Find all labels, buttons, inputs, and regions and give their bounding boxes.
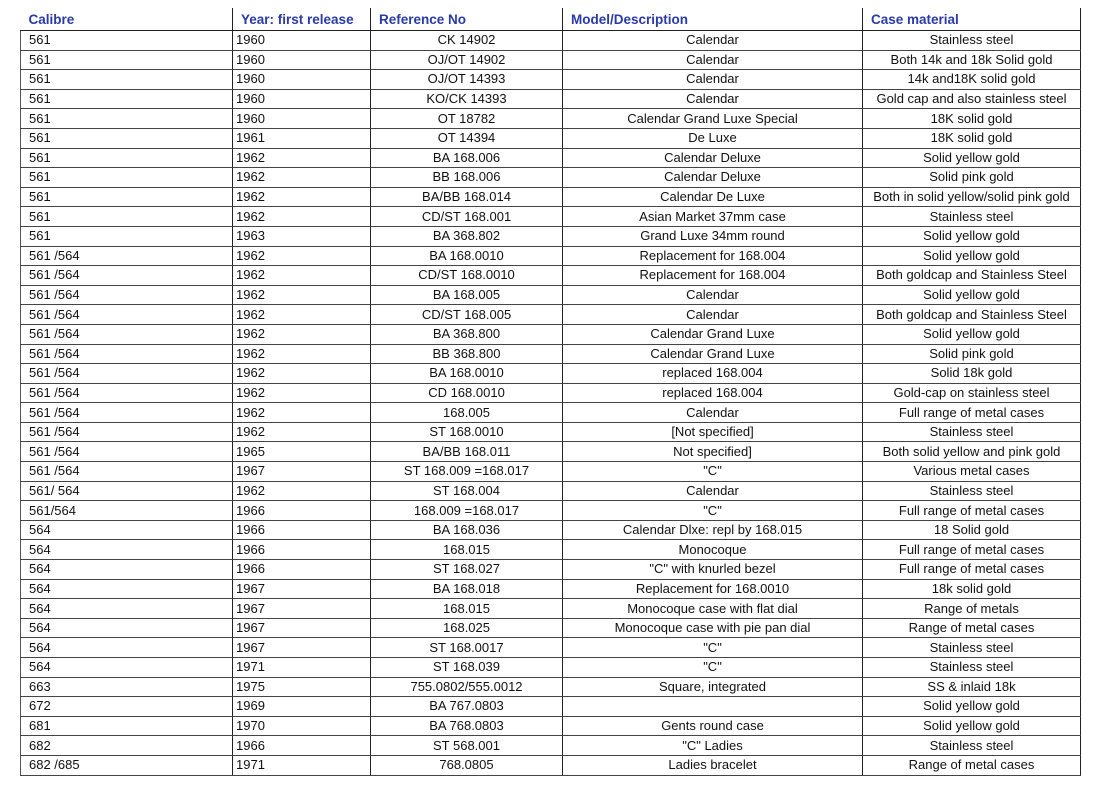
cell-calibre[interactable]: 561 /564	[21, 344, 233, 364]
cell-model[interactable]: Ladies bracelet	[563, 755, 863, 775]
cell-year[interactable]: 1971	[233, 658, 371, 678]
table-row	[21, 638, 1081, 658]
header-calibre[interactable]: Calibre	[21, 8, 233, 31]
cell-year[interactable]: 1967	[233, 462, 371, 482]
cell-year[interactable]: 1969	[233, 697, 371, 717]
cell-material[interactable]: Solid yellow gold	[863, 226, 1081, 246]
cell-model[interactable]: Not specified]	[563, 442, 863, 462]
cell-calibre[interactable]: 561	[21, 109, 233, 129]
cell-year[interactable]: 1962	[233, 207, 371, 227]
cell-material[interactable]: Both solid yellow and pink gold	[863, 442, 1081, 462]
table-row	[21, 697, 1081, 717]
cell-calibre[interactable]: 564	[21, 540, 233, 560]
cell-material[interactable]: Full range of metal cases	[863, 501, 1081, 521]
cell-year[interactable]: 1966	[233, 560, 371, 580]
cell-material[interactable]: Solid yellow gold	[863, 148, 1081, 168]
cell-material[interactable]: Both in solid yellow/solid pink gold	[863, 187, 1081, 207]
cell-year[interactable]: 1962	[233, 168, 371, 188]
cell-year[interactable]: 1967	[233, 638, 371, 658]
cell-calibre[interactable]: 561 /564	[21, 422, 233, 442]
cell-material[interactable]: Stainless steel	[863, 422, 1081, 442]
cell-model[interactable]: Calendar Dlxe: repl by 168.015	[563, 520, 863, 540]
cell-year[interactable]: 1962	[233, 383, 371, 403]
cell-model[interactable]: Monocoque case with flat dial	[563, 599, 863, 619]
cell-reference[interactable]: ST 568.001	[371, 736, 563, 756]
cell-reference[interactable]: BA 368.800	[371, 324, 563, 344]
cell-material[interactable]: SS & inlaid 18k	[863, 677, 1081, 697]
cell-reference[interactable]: ST 168.009 =168.017	[371, 462, 563, 482]
cell-model[interactable]: Calendar De Luxe	[563, 187, 863, 207]
cell-material[interactable]: Gold-cap on stainless steel	[863, 383, 1081, 403]
cell-reference[interactable]: BA 168.036	[371, 520, 563, 540]
cell-calibre[interactable]: 682	[21, 736, 233, 756]
cell-material[interactable]: Solid 18k gold	[863, 364, 1081, 384]
cell-model[interactable]: Grand Luxe 34mm round	[563, 226, 863, 246]
cell-reference[interactable]: BA 368.802	[371, 226, 563, 246]
cell-reference[interactable]: BA 168.006	[371, 148, 563, 168]
cell-material[interactable]: Solid yellow gold	[863, 697, 1081, 717]
cell-material[interactable]: Stainless steel	[863, 481, 1081, 501]
table-row	[21, 618, 1081, 638]
cell-model[interactable]: "C"	[563, 462, 863, 482]
cell-year[interactable]: 1960	[233, 31, 371, 51]
cell-model[interactable]: Gents round case	[563, 716, 863, 736]
cell-model[interactable]: Calendar	[563, 403, 863, 423]
table-row	[21, 677, 1081, 697]
watch-table	[20, 8, 1081, 776]
table-row	[21, 31, 1081, 51]
cell-material[interactable]: Range of metals	[863, 599, 1081, 619]
cell-calibre[interactable]: 561 /564	[21, 246, 233, 266]
table-row	[21, 422, 1081, 442]
cell-calibre[interactable]: 561	[21, 168, 233, 188]
cell-material[interactable]: Solid yellow gold	[863, 285, 1081, 305]
cell-calibre[interactable]: 561 /564	[21, 364, 233, 384]
cell-material[interactable]: Stainless steel	[863, 658, 1081, 678]
cell-calibre[interactable]: 561 /564	[21, 285, 233, 305]
cell-reference[interactable]: BA/BB 168.011	[371, 442, 563, 462]
cell-material[interactable]: Solid yellow gold	[863, 716, 1081, 736]
cell-reference[interactable]: BA 168.018	[371, 579, 563, 599]
cell-reference[interactable]: 168.015	[371, 599, 563, 619]
cell-year[interactable]: 1970	[233, 716, 371, 736]
cell-calibre[interactable]: 561/564	[21, 501, 233, 521]
cell-reference[interactable]: CK 14902	[371, 31, 563, 51]
cell-reference[interactable]: 168.015	[371, 540, 563, 560]
table-row	[21, 148, 1081, 168]
cell-material[interactable]: Full range of metal cases	[863, 403, 1081, 423]
cell-calibre[interactable]: 564	[21, 560, 233, 580]
cell-year[interactable]: 1966	[233, 736, 371, 756]
cell-year[interactable]: 1967	[233, 599, 371, 619]
cell-reference[interactable]: KO/CK 14393	[371, 89, 563, 109]
cell-material[interactable]: 18K solid gold	[863, 128, 1081, 148]
cell-calibre[interactable]: 561	[21, 128, 233, 148]
cell-calibre[interactable]: 564	[21, 579, 233, 599]
table-row	[21, 109, 1081, 129]
cell-material[interactable]: Range of metal cases	[863, 755, 1081, 775]
table-row	[21, 128, 1081, 148]
cell-year[interactable]: 1962	[233, 324, 371, 344]
cell-year[interactable]: 1962	[233, 285, 371, 305]
cell-material[interactable]: Solid pink gold	[863, 168, 1081, 188]
table-row	[21, 579, 1081, 599]
cell-model[interactable]: Calendar	[563, 481, 863, 501]
cell-calibre[interactable]: 561/ 564	[21, 481, 233, 501]
cell-calibre[interactable]: 561 /564	[21, 324, 233, 344]
cell-model[interactable]: Calendar Deluxe	[563, 148, 863, 168]
cell-material[interactable]: 18 Solid gold	[863, 520, 1081, 540]
cell-year[interactable]: 1961	[233, 128, 371, 148]
cell-reference[interactable]: 768.0805	[371, 755, 563, 775]
cell-year[interactable]: 1975	[233, 677, 371, 697]
cell-year[interactable]: 1962	[233, 266, 371, 286]
cell-material[interactable]: Stainless steel	[863, 31, 1081, 51]
cell-calibre[interactable]: 561 /564	[21, 383, 233, 403]
cell-material[interactable]: 18K solid gold	[863, 109, 1081, 129]
cell-reference[interactable]: 168.005	[371, 403, 563, 423]
table-row	[21, 266, 1081, 286]
cell-reference[interactable]: OT 18782	[371, 109, 563, 129]
table-row	[21, 364, 1081, 384]
cell-model[interactable]: Calendar Grand Luxe	[563, 344, 863, 364]
cell-reference[interactable]: BA 768.0803	[371, 716, 563, 736]
cell-reference[interactable]: BA 767.0803	[371, 697, 563, 717]
cell-year[interactable]: 1965	[233, 442, 371, 462]
table-body	[21, 31, 1081, 776]
cell-year[interactable]: 1966	[233, 520, 371, 540]
cell-reference[interactable]: BB 368.800	[371, 344, 563, 364]
table-row	[21, 540, 1081, 560]
cell-calibre[interactable]: 561	[21, 148, 233, 168]
cell-calibre[interactable]: 561 /564	[21, 462, 233, 482]
cell-year[interactable]: 1967	[233, 618, 371, 638]
cell-reference[interactable]: CD/ST 168.005	[371, 305, 563, 325]
cell-model[interactable]: Calendar Grand Luxe Special	[563, 109, 863, 129]
table-row	[21, 520, 1081, 540]
cell-calibre[interactable]: 561	[21, 50, 233, 70]
cell-year[interactable]: 1962	[233, 403, 371, 423]
cell-material[interactable]: 14k and18K solid gold	[863, 70, 1081, 90]
cell-model[interactable]: Calendar	[563, 305, 863, 325]
cell-calibre[interactable]: 561	[21, 187, 233, 207]
cell-year[interactable]: 1960	[233, 50, 371, 70]
table-row	[21, 70, 1081, 90]
spreadsheet	[20, 8, 1080, 776]
cell-material[interactable]: Both goldcap and Stainless Steel	[863, 266, 1081, 286]
cell-model[interactable]: "C"	[563, 658, 863, 678]
cell-calibre[interactable]: 561	[21, 207, 233, 227]
cell-calibre[interactable]: 561 /564	[21, 403, 233, 423]
cell-calibre[interactable]: 561 /564	[21, 442, 233, 462]
cell-reference[interactable]: CD/ST 168.0010	[371, 266, 563, 286]
cell-year[interactable]: 1971	[233, 755, 371, 775]
table-row	[21, 187, 1081, 207]
cell-model[interactable]: Calendar Grand Luxe	[563, 324, 863, 344]
cell-year[interactable]: 1966	[233, 540, 371, 560]
cell-year[interactable]: 1962	[233, 148, 371, 168]
cell-year[interactable]: 1962	[233, 422, 371, 442]
cell-reference[interactable]: BA 168.0010	[371, 364, 563, 384]
cell-model[interactable]: Calendar	[563, 285, 863, 305]
cell-calibre[interactable]: 561	[21, 31, 233, 51]
header-material[interactable]: Case material	[863, 8, 1081, 31]
cell-year[interactable]: 1962	[233, 481, 371, 501]
table-row	[21, 305, 1081, 325]
table-row	[21, 462, 1081, 482]
cell-year[interactable]: 1963	[233, 226, 371, 246]
table-row	[21, 324, 1081, 344]
cell-material[interactable]: Range of metal cases	[863, 618, 1081, 638]
table-row	[21, 344, 1081, 364]
cell-model[interactable]: Calendar	[563, 50, 863, 70]
cell-model[interactable]: "C" Ladies	[563, 736, 863, 756]
cell-year[interactable]: 1962	[233, 344, 371, 364]
cell-reference[interactable]: ST 168.0010	[371, 422, 563, 442]
cell-material[interactable]: Gold cap and also stainless steel	[863, 89, 1081, 109]
table-row	[21, 168, 1081, 188]
cell-reference[interactable]: ST 168.004	[371, 481, 563, 501]
header-reference[interactable]: Reference No	[371, 8, 563, 31]
table-row	[21, 246, 1081, 266]
cell-model[interactable]: Calendar	[563, 31, 863, 51]
cell-reference[interactable]: ST 168.027	[371, 560, 563, 580]
cell-reference[interactable]: OJ/OT 14393	[371, 70, 563, 90]
cell-model[interactable]: "C"	[563, 501, 863, 521]
table-row	[21, 50, 1081, 70]
cell-material[interactable]: Solid pink gold	[863, 344, 1081, 364]
cell-model[interactable]: Calendar	[563, 70, 863, 90]
table-row	[21, 403, 1081, 423]
table-row	[21, 599, 1081, 619]
cell-model[interactable]: Calendar Deluxe	[563, 168, 863, 188]
cell-material[interactable]: 18k solid gold	[863, 579, 1081, 599]
cell-calibre[interactable]: 561	[21, 89, 233, 109]
cell-material[interactable]: Various metal cases	[863, 462, 1081, 482]
table-row	[21, 716, 1081, 736]
table-row	[21, 383, 1081, 403]
table-row	[21, 560, 1081, 580]
cell-reference[interactable]: CD 168.0010	[371, 383, 563, 403]
cell-model[interactable]: Square, integrated	[563, 677, 863, 697]
table-row	[21, 207, 1081, 227]
cell-calibre[interactable]: 561 /564	[21, 266, 233, 286]
cell-model[interactable]: Calendar	[563, 89, 863, 109]
cell-material[interactable]: Full range of metal cases	[863, 560, 1081, 580]
table-row	[21, 736, 1081, 756]
cell-material[interactable]: Stainless steel	[863, 638, 1081, 658]
table-row	[21, 501, 1081, 521]
table-row	[21, 226, 1081, 246]
cell-reference[interactable]: OT 14394	[371, 128, 563, 148]
cell-model[interactable]: Replacement for 168.004	[563, 246, 863, 266]
cell-reference[interactable]: 168.025	[371, 618, 563, 638]
cell-calibre[interactable]: 561	[21, 226, 233, 246]
cell-model[interactable]: De Luxe	[563, 128, 863, 148]
table-row	[21, 755, 1081, 775]
cell-reference[interactable]: BA 168.005	[371, 285, 563, 305]
table-row	[21, 481, 1081, 501]
cell-reference[interactable]: 168.009 =168.017	[371, 501, 563, 521]
cell-model[interactable]: [Not specified]	[563, 422, 863, 442]
cell-model[interactable]	[563, 697, 863, 717]
cell-reference[interactable]: ST 168.0017	[371, 638, 563, 658]
cell-model[interactable]: Monocoque	[563, 540, 863, 560]
cell-year[interactable]: 1960	[233, 70, 371, 90]
cell-material[interactable]: Both goldcap and Stainless Steel	[863, 305, 1081, 325]
cell-material[interactable]: Solid yellow gold	[863, 246, 1081, 266]
cell-model[interactable]: Replacement for 168.0010	[563, 579, 863, 599]
table-row	[21, 442, 1081, 462]
table-row	[21, 658, 1081, 678]
cell-model[interactable]: replaced 168.004	[563, 383, 863, 403]
header-year[interactable]: Year: first release	[233, 8, 371, 31]
cell-material[interactable]: Solid yellow gold	[863, 324, 1081, 344]
cell-model[interactable]: replaced 168.004	[563, 364, 863, 384]
cell-reference[interactable]: ST 168.039	[371, 658, 563, 678]
cell-year[interactable]: 1962	[233, 187, 371, 207]
cell-calibre[interactable]: 682 /685	[21, 755, 233, 775]
cell-calibre[interactable]: 564	[21, 520, 233, 540]
cell-calibre[interactable]: 564	[21, 599, 233, 619]
cell-model[interactable]: "C"	[563, 638, 863, 658]
cell-material[interactable]: Both 14k and 18k Solid gold	[863, 50, 1081, 70]
cell-calibre[interactable]: 663	[21, 677, 233, 697]
cell-calibre[interactable]: 564	[21, 618, 233, 638]
cell-reference[interactable]: 755.0802/555.0012	[371, 677, 563, 697]
cell-reference[interactable]: CD/ST 168.001	[371, 207, 563, 227]
cell-year[interactable]: 1967	[233, 579, 371, 599]
cell-model[interactable]: Replacement for 168.004	[563, 266, 863, 286]
cell-calibre[interactable]: 681	[21, 716, 233, 736]
cell-model[interactable]: "C" with knurled bezel	[563, 560, 863, 580]
cell-reference[interactable]: OJ/OT 14902	[371, 50, 563, 70]
cell-model[interactable]: Asian Market 37mm case	[563, 207, 863, 227]
cell-material[interactable]: Full range of metal cases	[863, 540, 1081, 560]
cell-reference[interactable]: BB 168.006	[371, 168, 563, 188]
header-row	[21, 8, 1081, 31]
cell-reference[interactable]: BA/BB 168.014	[371, 187, 563, 207]
cell-material[interactable]: Stainless steel	[863, 207, 1081, 227]
table-row	[21, 89, 1081, 109]
cell-calibre[interactable]: 561 /564	[21, 305, 233, 325]
cell-reference[interactable]: BA 168.0010	[371, 246, 563, 266]
cell-year[interactable]: 1960	[233, 109, 371, 129]
cell-calibre[interactable]: 564	[21, 638, 233, 658]
cell-year[interactable]: 1966	[233, 501, 371, 521]
cell-year[interactable]: 1962	[233, 246, 371, 266]
table-row	[21, 285, 1081, 305]
cell-calibre[interactable]: 564	[21, 658, 233, 678]
cell-calibre[interactable]: 672	[21, 697, 233, 717]
cell-year[interactable]: 1960	[233, 89, 371, 109]
header-model[interactable]: Model/Description	[563, 8, 863, 31]
cell-model[interactable]: Monocoque case with pie pan dial	[563, 618, 863, 638]
cell-year[interactable]: 1962	[233, 305, 371, 325]
cell-year[interactable]: 1962	[233, 364, 371, 384]
cell-calibre[interactable]: 561	[21, 70, 233, 90]
cell-material[interactable]: Stainless steel	[863, 736, 1081, 756]
